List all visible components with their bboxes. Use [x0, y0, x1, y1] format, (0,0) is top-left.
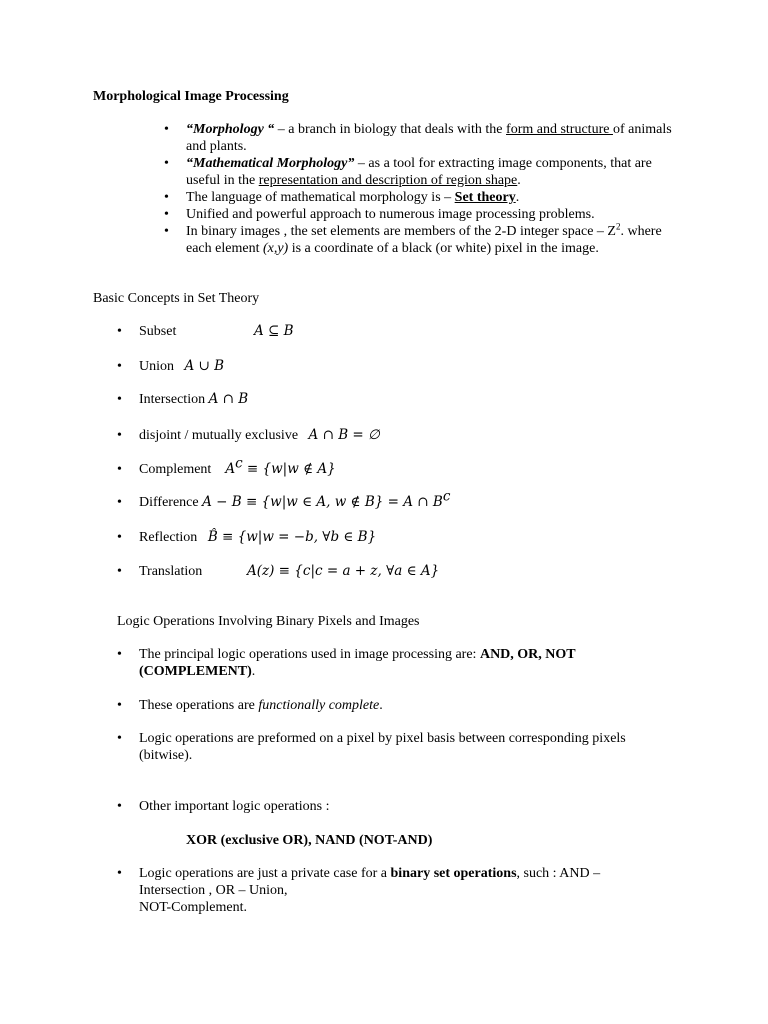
section-heading-logic: Logic Operations Involving Binary Pixels and Images [117, 614, 420, 629]
text: Unified and powerful approach to numerous image processing problems. [186, 207, 595, 222]
superscript: 2 [615, 221, 621, 232]
formula: A [225, 461, 236, 477]
label: Union [139, 359, 174, 374]
italic-text: functionally complete [258, 698, 380, 713]
set-item-reflection [139, 529, 376, 546]
text: is a coordinate of a black (or white) pixel in the image. [288, 241, 599, 256]
bold-text: binary set operations [390, 866, 517, 881]
set-item-complement [139, 455, 336, 478]
underlined-text: Set theory [454, 190, 516, 205]
formula: A − B ≡ {w|w ∈ A, w ∉ B} = A ∩ B [202, 494, 443, 510]
text: NOT-Complement. [139, 900, 247, 915]
logic-item-other [139, 798, 659, 815]
set-item-intersection [139, 391, 248, 408]
text: – a branch in biology that deals with the [274, 122, 507, 137]
text: . [517, 173, 521, 188]
text: – as a tool for extracting image components, that are useful in the [186, 156, 652, 188]
logic-other-operations: XOR (exclusive OR), NAND (NOT-AND) [186, 833, 433, 848]
list-item [186, 155, 686, 189]
text: . [379, 698, 383, 713]
page-title: Morphological Image Processing [93, 89, 289, 104]
set-item-disjoint [139, 427, 380, 444]
text: Logic operations are preformed on a pixel by pixel basis between corresponding pixels (bitwise). [139, 731, 626, 763]
text: . where each element [186, 224, 662, 256]
formula: ≡ {w|w ∉ A} [242, 461, 336, 477]
formula: A ⊆ B [254, 323, 294, 339]
term: “Morphology “ [186, 122, 275, 137]
term: “Mathematical Morphology” [186, 156, 355, 171]
bold-text: AND, OR, NOT (COMPLEMENT) [139, 647, 576, 679]
formula: A ∩ B [208, 391, 249, 407]
intro-bullet-list [186, 121, 686, 257]
formula: A(z) ≡ {c|c = a + z, ∀a ∈ A} [247, 563, 440, 579]
list-item [186, 223, 686, 257]
label: Complement [139, 462, 212, 477]
label: Difference [139, 495, 199, 510]
coordinate: (x,y) [262, 241, 289, 256]
list-item [186, 206, 686, 223]
list-item [186, 121, 686, 155]
logic-item-bitwise [139, 730, 649, 764]
label: disjoint / mutually exclusive [139, 428, 299, 443]
set-item-subset [139, 323, 294, 340]
underlined-text: representation and description of region shape [258, 173, 518, 188]
superscript: c [442, 488, 451, 505]
text: . [251, 664, 256, 679]
text: Other important logic operations : [139, 799, 330, 814]
underlined-text: form and structure [506, 122, 613, 137]
formula: A ∩ B = ∅ [308, 427, 380, 443]
set-item-difference [139, 488, 451, 511]
text: In binary images , the set elements are members of the 2-D integer space – Z [186, 224, 616, 239]
logic-item-complete [139, 697, 659, 714]
label: Intersection [139, 392, 206, 407]
label: Reflection [139, 530, 198, 545]
formula: A ∪ B [184, 358, 225, 374]
text: The language of mathematical morphology is – [186, 190, 455, 205]
text: . [515, 190, 520, 205]
set-item-translation [139, 563, 440, 580]
text: , such : AND – Intersection , OR – Union, [139, 866, 601, 898]
text: Logic operations are just a private case for a [139, 866, 391, 881]
label: Translation [139, 564, 203, 579]
formula: B̂ ≡ {w|w = −b, ∀b ∈ B} [207, 529, 377, 545]
text: of animals and plants. [186, 122, 672, 154]
text: These operations are [139, 698, 259, 713]
text: The principal logic operations used in image processing are: [139, 647, 480, 662]
section-heading-set-theory: Basic Concepts in Set Theory [93, 291, 260, 306]
logic-item-principal [139, 646, 659, 680]
logic-item-set-operations [139, 865, 664, 916]
list-item [186, 189, 686, 206]
superscript: c [235, 455, 243, 472]
set-item-union [139, 358, 224, 375]
label: Subset [139, 324, 177, 339]
